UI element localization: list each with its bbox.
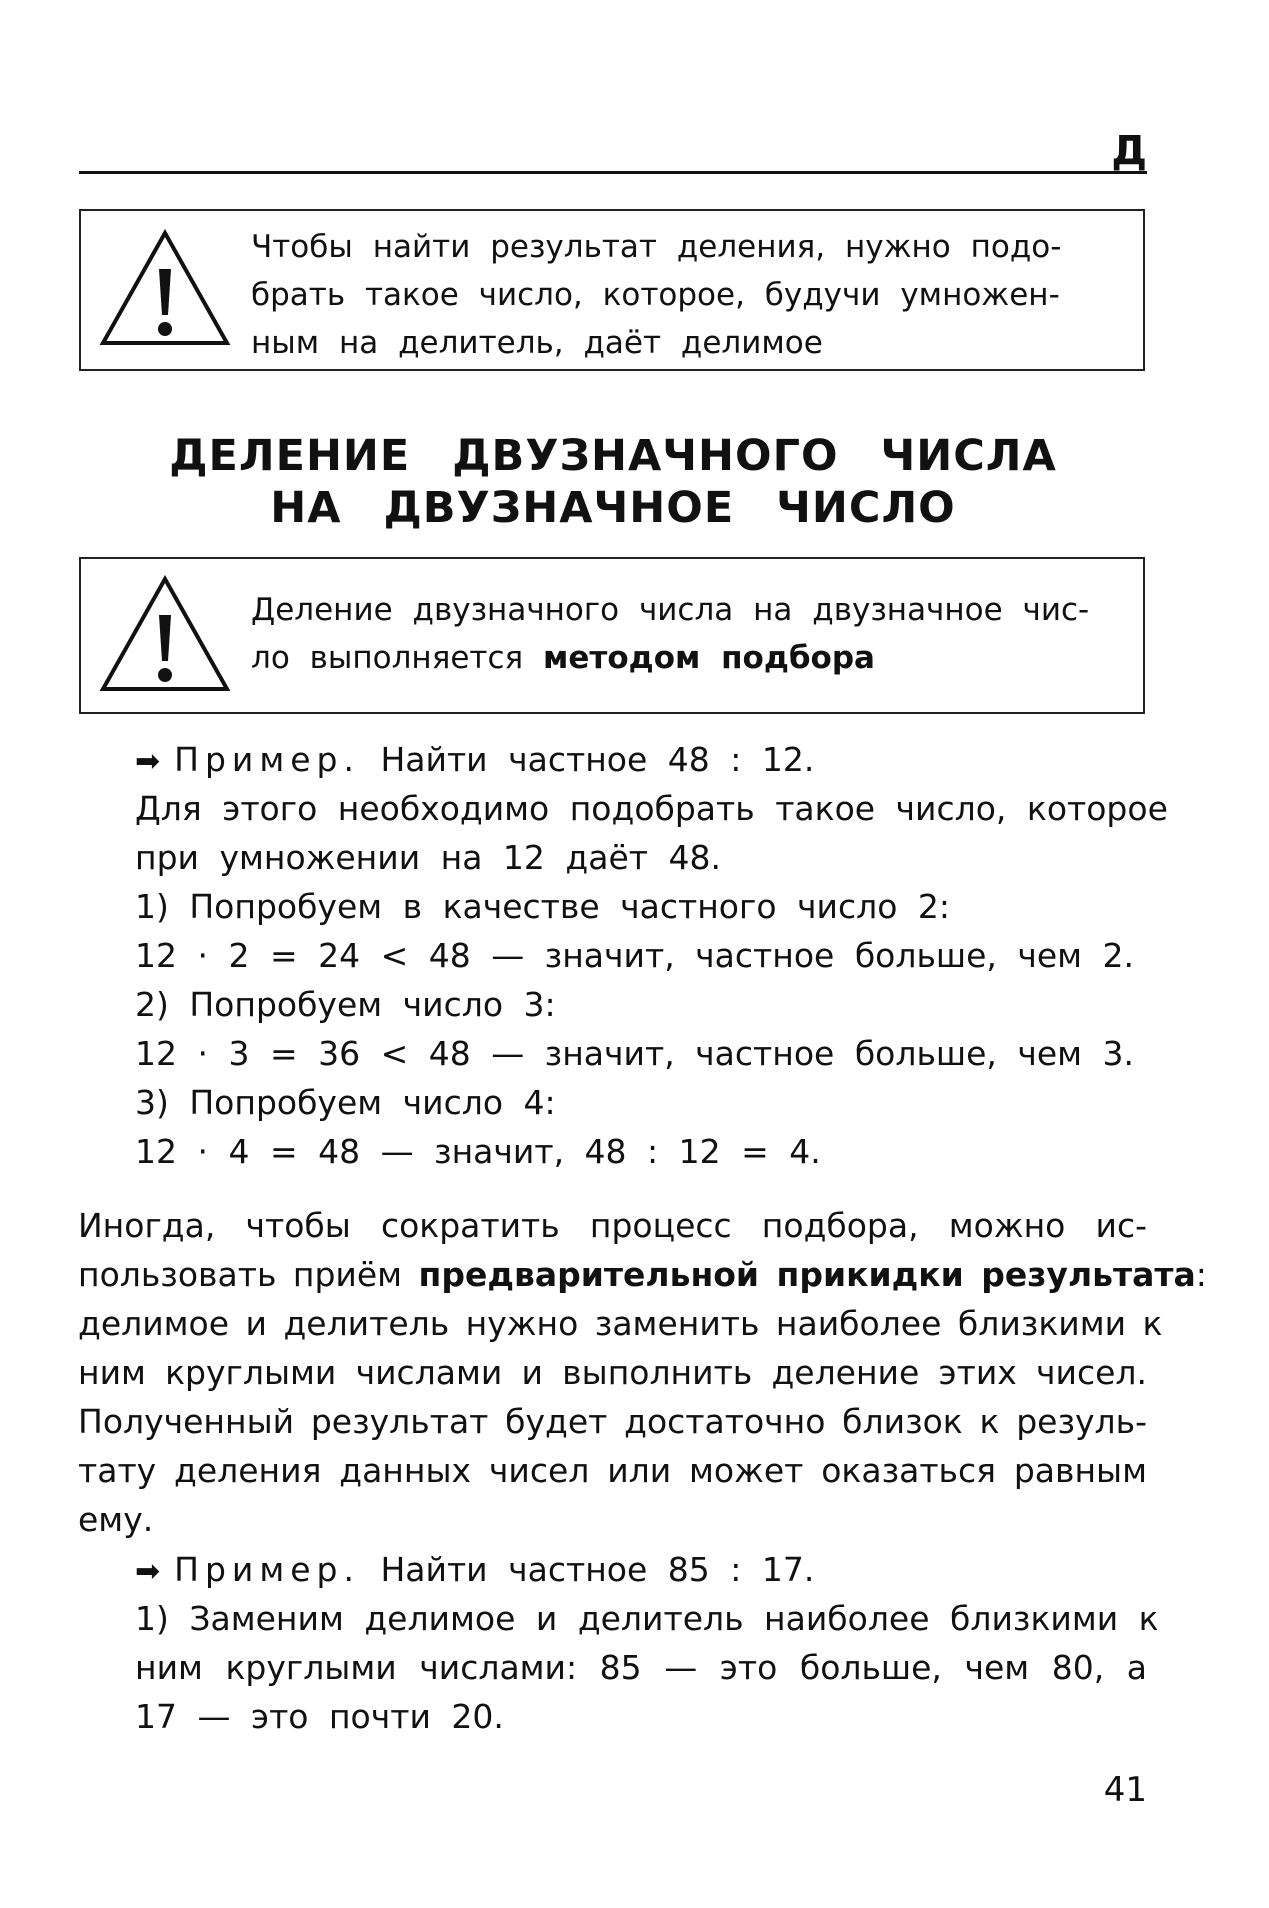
example-1-line: 3) Попробуем число 4:	[135, 1083, 556, 1122]
example-1-line: при умножении на 12 даёт 48.	[135, 838, 721, 877]
section-title-line1: ДЕЛЕНИЕ ДВУЗНАЧНОГО ЧИСЛА	[169, 431, 1057, 481]
example-2-heading: ➡ Пример. Найти частное 85 : 17.	[135, 1550, 815, 1589]
paragraph-line: пользовать приём предварительной прикидки результата:	[78, 1255, 1207, 1294]
paragraph-line: Иногда, чтобы сократить процесс подбора, можно ис-	[78, 1206, 1147, 1245]
warning-icon	[99, 575, 231, 693]
paragraph-line: ему.	[78, 1500, 154, 1539]
paragraph-line: ним круглыми числами и выполнить деление этих чисел.	[78, 1353, 1147, 1392]
example-2-line: 1) Заменим делимое и делитель наиболее близкими к	[135, 1599, 1159, 1638]
example-1-line: 2) Попробуем число 3:	[135, 985, 556, 1024]
page-number: 41	[1103, 1770, 1147, 1810]
example-1-line: 1) Попробуем в качестве частного число 2:	[135, 887, 950, 926]
header-rule	[79, 171, 1147, 174]
example-1-line: Для этого необходимо подобрать такое число, которое	[135, 789, 1168, 828]
arrow-right-icon: ➡	[135, 1554, 161, 1589]
example-1-line: 12 · 2 = 24 < 48 — значит, частное больше, чем 2.	[135, 936, 1135, 975]
section-letter: Д	[1111, 128, 1147, 174]
rule-text-1: Чтобы найти результат деления, нужно подо- брать такое число, которое, будучи умножен- ным на делитель, даёт делимое	[251, 229, 1062, 361]
arrow-right-icon: ➡	[135, 744, 161, 779]
example-1-line: 12 · 3 = 36 < 48 — значит, частное больше, чем 3.	[135, 1034, 1135, 1073]
example-2-line: 17 — это почти 20.	[135, 1697, 504, 1736]
warning-icon	[99, 229, 231, 347]
example-1-line: 12 · 4 = 48 — значит, 48 : 12 = 4.	[135, 1132, 821, 1171]
section-title-line2: НА ДВУЗНАЧНОЕ ЧИСЛО	[270, 483, 956, 533]
rule-text-2: Деление двузначного числа на двузначное чис- ло выполняется методом подбора	[251, 592, 1090, 676]
example-2-line: ним круглыми числами: 85 — это больше, чем 80, а	[135, 1648, 1147, 1687]
rule-box-1	[79, 209, 1145, 371]
rule-box-2	[79, 557, 1145, 714]
example-1-heading: ➡ Пример. Найти частное 48 : 12.	[135, 740, 815, 779]
paragraph-line: тату деления данных чисел или может оказаться равным	[78, 1451, 1147, 1490]
paragraph-line: Полученный результат будет достаточно близок к резуль-	[78, 1402, 1147, 1441]
paragraph-line: делимое и делитель нужно заменить наиболее близкими к	[78, 1304, 1163, 1343]
